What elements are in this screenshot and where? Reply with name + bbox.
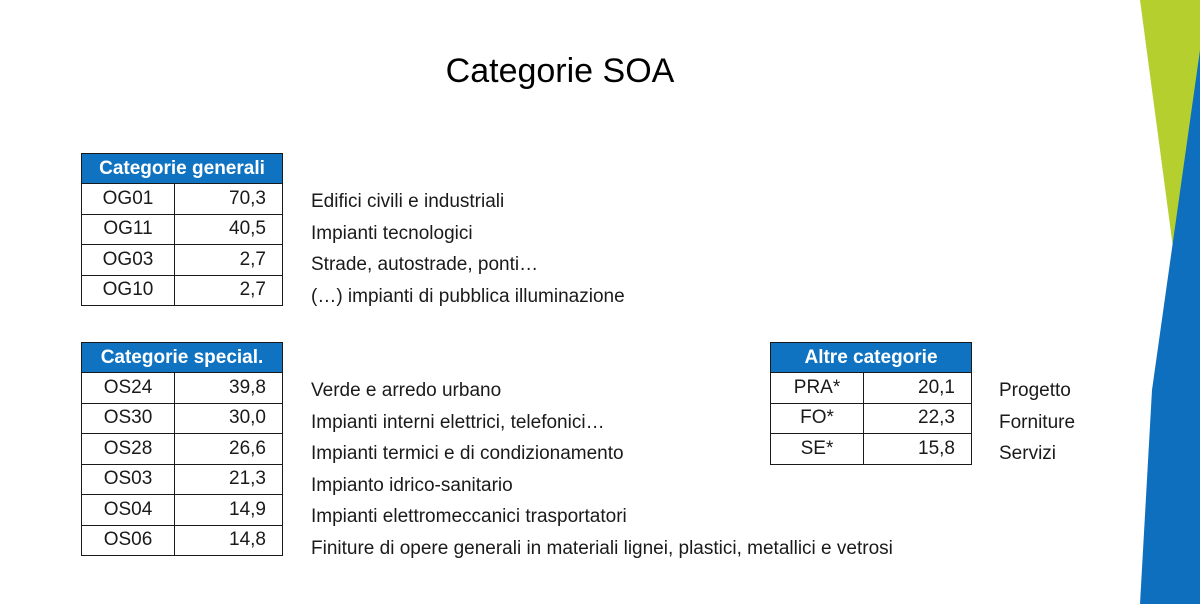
table-row xyxy=(82,275,283,306)
category-value: 26,6 xyxy=(175,434,283,465)
category-code: OG03 xyxy=(82,245,175,276)
table-row xyxy=(82,495,283,526)
category-code: OS03 xyxy=(82,464,175,495)
table-altre-header: Altre categorie xyxy=(771,343,972,373)
table-generali xyxy=(81,153,283,306)
table-speciali-header: Categorie special. xyxy=(82,343,283,373)
category-value: 22,3 xyxy=(864,403,972,434)
descriptions-altre xyxy=(999,375,1075,470)
category-description: Impianti tecnologici xyxy=(311,222,473,244)
category-value: 2,7 xyxy=(175,275,283,306)
table-altre xyxy=(770,342,972,465)
category-value: 14,8 xyxy=(175,525,283,556)
category-code: OS30 xyxy=(82,403,175,434)
category-description: (…) impianti di pubblica illuminazione xyxy=(311,285,625,307)
table-generali-header: Categorie generali xyxy=(82,154,283,184)
table-row xyxy=(82,245,283,276)
category-value: 21,3 xyxy=(175,464,283,495)
category-description: Impianti termici e di condizionamento xyxy=(311,443,624,464)
slide-title: Categorie SOA xyxy=(445,52,675,90)
table-row xyxy=(82,525,283,556)
category-code: OS04 xyxy=(82,495,175,526)
table-row xyxy=(771,434,972,465)
category-code: OG11 xyxy=(82,214,175,245)
category-description: Edifici civili e industriali xyxy=(311,191,505,212)
category-value: 40,5 xyxy=(175,214,283,245)
table-row xyxy=(771,373,972,404)
category-description: Strade, autostrade, ponti… xyxy=(311,254,539,275)
category-description: Progetto xyxy=(999,380,1071,401)
table-row xyxy=(82,184,283,215)
category-value: 70,3 xyxy=(175,184,283,215)
category-value: 20,1 xyxy=(864,373,972,404)
category-description: Impianto idrico-sanitario xyxy=(311,474,513,496)
category-value: 15,8 xyxy=(864,434,972,465)
category-description: Impianti interni elettrici, telefonici… xyxy=(311,411,605,433)
table-row xyxy=(82,464,283,495)
category-code: FO* xyxy=(771,403,864,434)
table-row xyxy=(82,214,283,245)
category-code: OG10 xyxy=(82,275,175,306)
category-description: Finiture di opere generali in materiali lignei, plastici, metallici e vetrosi xyxy=(311,537,893,559)
category-code: OS06 xyxy=(82,525,175,556)
table-row xyxy=(82,434,283,465)
slide-accent-decoration xyxy=(1140,0,1200,604)
category-value: 14,9 xyxy=(175,495,283,526)
table-speciali xyxy=(81,342,283,556)
category-code: OS28 xyxy=(82,434,175,465)
category-value: 30,0 xyxy=(175,403,283,434)
category-code: SE* xyxy=(771,434,864,465)
category-value: 2,7 xyxy=(175,245,283,276)
category-value: 39,8 xyxy=(175,373,283,404)
category-description: Verde e arredo urbano xyxy=(311,380,502,401)
category-code: OS24 xyxy=(82,373,175,404)
descriptions-generali xyxy=(311,186,625,312)
table-row xyxy=(771,403,972,434)
table-row xyxy=(82,403,283,434)
category-code: OG01 xyxy=(82,184,175,215)
category-description: Impianti elettromeccanici trasportatori xyxy=(311,506,627,527)
category-description: Servizi xyxy=(999,443,1057,464)
category-code: PRA* xyxy=(771,373,864,404)
table-row xyxy=(82,373,283,404)
category-description: Forniture xyxy=(999,411,1076,433)
